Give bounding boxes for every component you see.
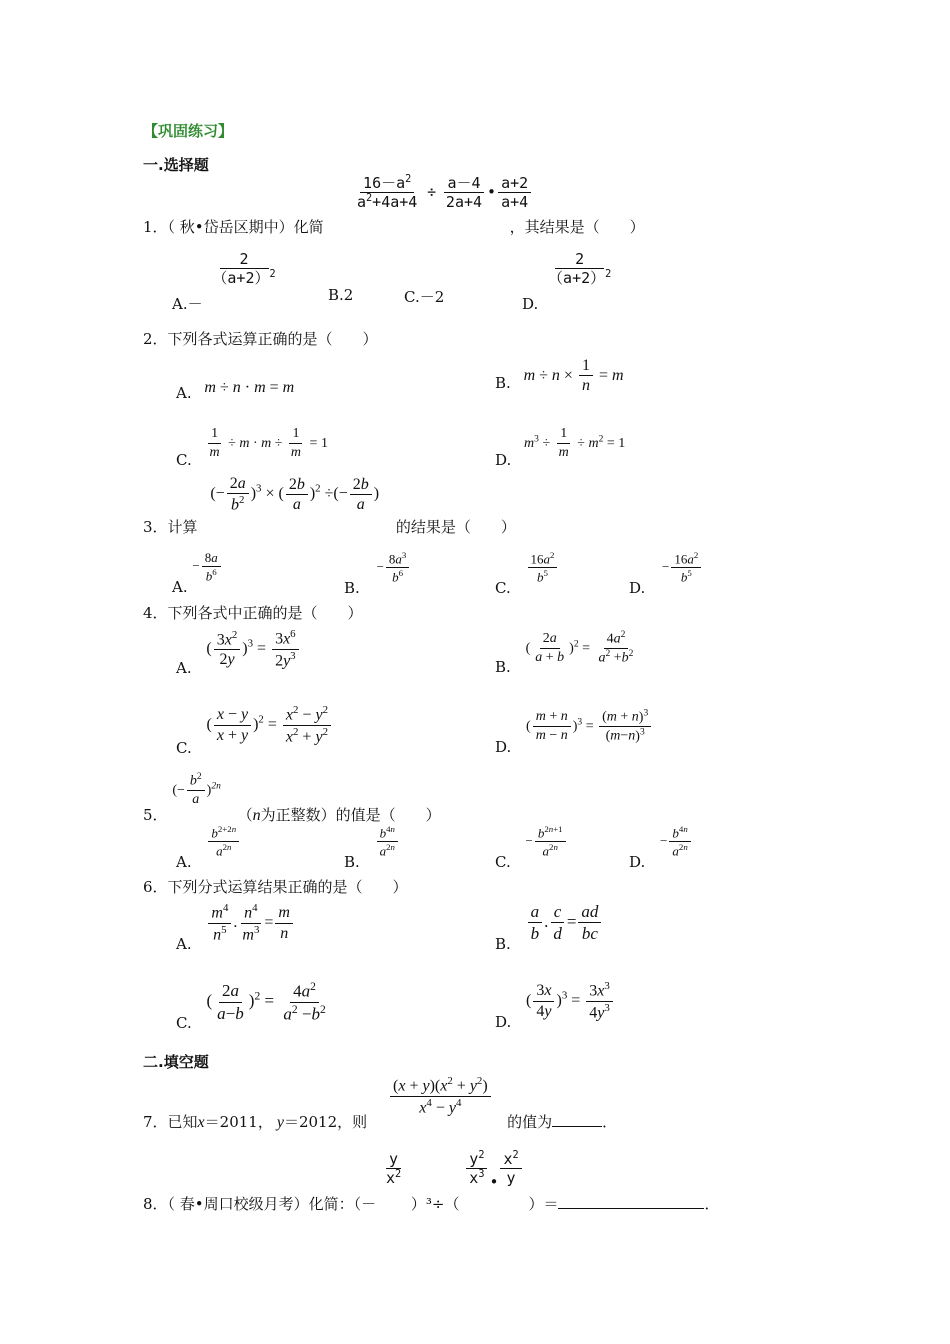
q3-option-b[interactable]: B. − $\frac{8a^3}{b^6}$ [344,550,411,586]
question-5-stem: 5． (− $\frac{b^2}{a}$ )$^{2n}$ （n为正整数）的值是（ ） [143,772,441,824]
question-8-stem: 8．（ 春•周口校级月考）化简：（－ $\frac{y}{x^2}$ ）³÷（ $\frac{y^2}{x^3}$ • $\frac{x^2}{y}$ ）＝ ． [143,1150,720,1213]
question-1-stem: 1．（ 秋•岱岳区期中）化简 ，其结果是（ ） [143,218,645,236]
q3-option-c[interactable]: C. $\frac{16a^2}{b^5}$ [495,550,559,586]
question-4-stem: 4．下列各式中正确的是（ ） [143,604,363,622]
q4-option-d[interactable]: D. ( $\frac{m + n}{m - n}$ )$^3$ = $\frac{(m + n)^3}{(m-n)^3}$ [495,708,653,746]
q4-option-b[interactable]: B. ( $\frac{2a}{a + b}$ )$^2$ = $\frac{4a^2}{a^2 +b^2}$ [495,630,634,677]
q5-option-d[interactable]: D. − $\frac{b^{4n}}{a^{2n}}$ [629,824,693,860]
question-6-stem: 6．下列分式运算结果正确的是（ ） [143,878,408,896]
q2-option-b[interactable]: B. m ÷ n × $\frac{1}{n}$ = m [495,357,624,395]
q1-option-a[interactable]: A.－ $\frac{2}{(a+2)^2}$ [172,250,276,313]
section-heading-choice: 一.选择题 [143,156,209,174]
question-2-stem: 2．下列各式运算正确的是（ ） [143,330,378,348]
q2-option-a[interactable]: A. m ÷ n · m = m [176,379,295,402]
q5-option-c[interactable]: C. − $\frac{b^{2n+1}}{a^{2n}}$ [495,824,568,860]
q8-answer-blank[interactable] [558,1194,704,1209]
question-1-expression: $\frac{16-a^2}{a^2+4a+4}$ ÷ $\frac{a-4}{2a+4}$ • $\frac{a+2}{a+4}$ [352,174,533,212]
question-7-expression: $\frac{(x + y)(x^2 + y^2)}{x^4 - y^4}$ [388,1075,493,1118]
q6-option-d[interactable]: D. ( $\frac{3x}{4y}$ )$^3$ = $\frac{3x^3}{4y^3}$ [495,980,615,1023]
q1-option-b[interactable]: B.2 [328,286,354,304]
q6-option-a[interactable]: A. $\frac{m^4}{n^5}$ . $\frac{n^4}{m^3}$ = $\frac{m}{n}$ [176,902,295,945]
q3-option-a[interactable]: A. − $\frac{8a}{b^6}$ [172,550,223,584]
q6-option-c[interactable]: C. ( $\frac{2a}{a-b}$ )$^2$ = $\frac{4a^2}{a^2 -b^2}$ [176,980,326,1033]
q7-answer-blank[interactable] [552,1112,602,1127]
q4-option-c[interactable]: C. ( $\frac{x - y}{x + y}$ )$^2$ = $\frac{x^2 - y^2}{x^2 + y^2}$ [176,704,333,747]
q5-option-a[interactable]: A. $\frac{b^{2+2n}}{a^{2n}}$ [176,824,241,860]
question-7-stem: 7．已知x＝2011， y＝2012，则 的值为 ． [143,1113,618,1131]
q1-option-c[interactable]: C.－2 [404,288,445,306]
q3-option-d[interactable]: D. − $\frac{16a^2}{b^5}$ [629,550,703,586]
q4-option-a[interactable]: A. ( $\frac{3x^2}{2y}$ )$^3$ = $\frac{3x^6}{2y^3}$ [176,628,301,671]
q2-option-d[interactable]: D. $m^3$ ÷ $\frac{1}{m}$ ÷ $m^2 = 1$ [495,426,626,469]
q2-option-c[interactable]: C. $\frac{1}{m}$ ÷ m · m ÷ $\frac{1}{m}$ = 1 [176,426,328,469]
question-3-stem: 3．计算 (− $\frac{2a}{b^2}$ )$^3$ × ( $\frac{2b}{a}$ )$^2$ ÷(− $\frac{2b}{a}$ ) 的结果是（ ） [143,475,516,537]
q1-option-d[interactable]: D. $\frac{2}{(a+2)^2}$ [522,250,612,313]
section-heading-fill: 二.填空题 [143,1053,209,1071]
q5-option-b[interactable]: B. $\frac{b^{4n}}{a^{2n}}$ [344,824,400,860]
q6-option-b[interactable]: B. $\frac{a}{b}$ . $\frac{c}{d}$ = $\frac{ad}{bc}$ [495,902,603,945]
section-title: 【巩固练习】 [143,122,234,140]
